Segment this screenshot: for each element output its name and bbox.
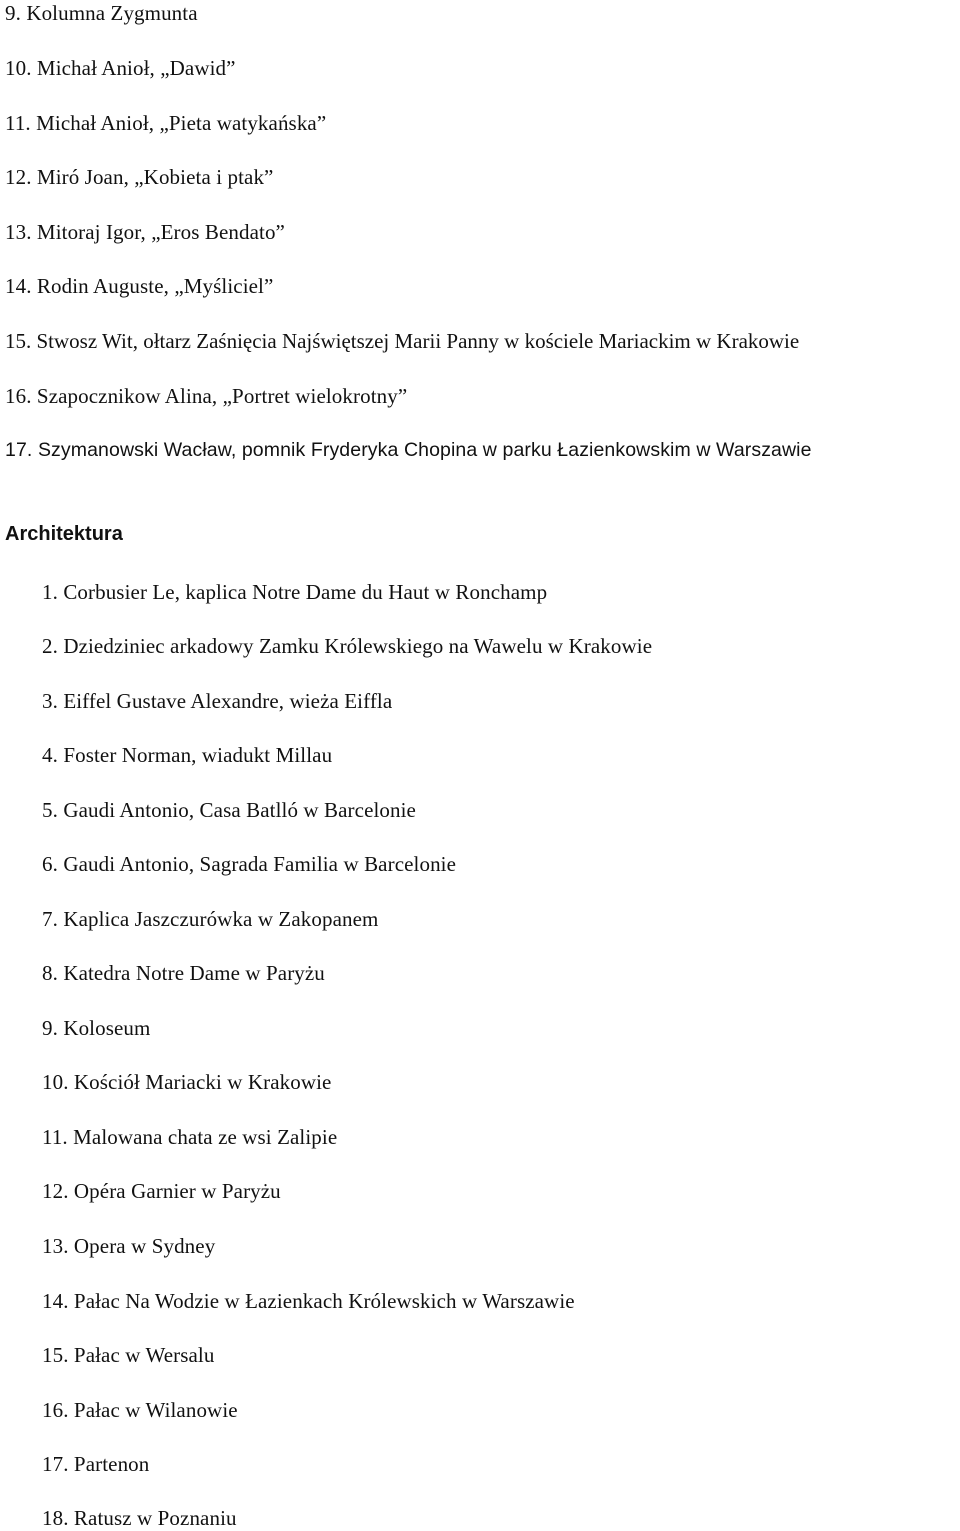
list-item-number: 9.: [5, 1, 21, 25]
list-item: [42, 906, 378, 932]
list-item: [5, 219, 285, 245]
list-item: [42, 742, 332, 768]
list-item: [42, 1342, 214, 1368]
list-item-text: Corbusier Le, kaplica Notre Dame du Haut w Ronchamp: [63, 580, 548, 604]
list-item: [42, 1015, 150, 1041]
list-item-number: 10.: [42, 1070, 69, 1094]
list-item-text: Opera w Sydney: [73, 1234, 216, 1258]
list-item: [42, 579, 547, 605]
list-item-number: 18.: [42, 1506, 69, 1530]
list-item-text: Koloseum: [63, 1016, 151, 1040]
list-item-number: 7.: [42, 907, 58, 931]
list-item-text: Dziedziniec arkadowy Zamku Królewskiego na Wawelu w Krakowie: [63, 634, 653, 658]
list-item: [5, 437, 812, 463]
list-item-number: 12.: [5, 165, 32, 189]
list-item-text: Gaudi Antonio, Casa Batlló w Barcelonie: [63, 798, 416, 822]
list-item-text: Michał Anioł, „Dawid”: [36, 56, 236, 80]
list-item: [5, 55, 236, 81]
list-item-number: 6.: [42, 852, 58, 876]
list-item-number: 13.: [42, 1234, 69, 1258]
section-heading-architektura: Architektura: [5, 523, 123, 545]
list-item-text: Michał Anioł, „Pieta watykańska”: [36, 111, 327, 135]
list-item-number: 2.: [42, 634, 58, 658]
list-item-text: Kościół Mariacki w Krakowie: [73, 1070, 332, 1094]
list-item-number: 17.: [5, 439, 33, 461]
list-item-text: Szapocznikow Alina, „Portret wielokrotny”: [36, 384, 408, 408]
list-item: [42, 1397, 238, 1423]
list-item-number: 11.: [42, 1125, 68, 1149]
list-item-text: Pałac w Wilanowie: [73, 1398, 238, 1422]
list-item: [42, 797, 416, 823]
list-item: [5, 383, 407, 409]
list-item: [5, 328, 799, 354]
list-item-text: Kolumna Zygmunta: [26, 1, 198, 25]
list-item: [5, 110, 326, 136]
list-item-text: Gaudi Antonio, Sagrada Familia w Barcelonie: [63, 852, 457, 876]
list-item: [5, 0, 198, 26]
list-item: [42, 688, 392, 714]
list-item-text: Foster Norman, wiadukt Millau: [63, 743, 333, 767]
list-item: [5, 273, 273, 299]
list-item-text: Kaplica Jaszczurówka w Zakopanem: [63, 907, 379, 931]
list-item: [42, 1069, 331, 1095]
list-item: [42, 1178, 281, 1204]
list-item-text: Eiffel Gustave Alexandre, wieża Eiffla: [63, 689, 393, 713]
list-item-number: 11.: [5, 111, 31, 135]
list-item-number: 8.: [42, 961, 58, 985]
list-item-number: 17.: [42, 1452, 69, 1476]
list-item-number: 14.: [42, 1289, 69, 1313]
list-item-number: 16.: [5, 384, 32, 408]
list-item-number: 1.: [42, 580, 58, 604]
list-item: [42, 1124, 337, 1150]
list-item-text: Stwosz Wit, ołtarz Zaśnięcia Najświętszej Marii Panny w kościele Mariackim w Krakowie: [36, 329, 800, 353]
list-item-text: Miró Joan, „Kobieta i ptak”: [36, 165, 274, 189]
list-item-number: 15.: [42, 1343, 69, 1367]
list-item: [42, 633, 652, 659]
list-item: [42, 851, 456, 877]
list-item-text: Malowana chata ze wsi Zalipie: [73, 1125, 338, 1149]
list-item: [42, 960, 325, 986]
list-item: [5, 164, 273, 190]
list-item-number: 16.: [42, 1398, 69, 1422]
list-item-text: Opéra Garnier w Paryżu: [73, 1179, 281, 1203]
list-item-text: Pałac w Wersalu: [73, 1343, 215, 1367]
list-item: [42, 1233, 215, 1259]
list-item-number: 9.: [42, 1016, 58, 1040]
list-item-text: Szymanowski Wacław, pomnik Fryderyka Chopina w parku Łazienkowskim w Warszawie: [37, 439, 812, 461]
list-item-number: 5.: [42, 798, 58, 822]
list-item-number: 15.: [5, 329, 32, 353]
list-item-text: Partenon: [73, 1452, 150, 1476]
list-item: [42, 1288, 575, 1314]
list-item-number: 14.: [5, 274, 32, 298]
list-item-text: Katedra Notre Dame w Paryżu: [63, 961, 325, 985]
list-item: [42, 1505, 237, 1531]
list-item-number: 3.: [42, 689, 58, 713]
list-item-text: Pałac Na Wodzie w Łazienkach Królewskich w Warszawie: [73, 1289, 575, 1313]
list-item-text: Rodin Auguste, „Myśliciel”: [36, 274, 274, 298]
list-item-number: 10.: [5, 56, 32, 80]
list-item-number: 13.: [5, 220, 32, 244]
list-item-number: 4.: [42, 743, 58, 767]
list-item-text: Mitoraj Igor, „Eros Bendato”: [36, 220, 285, 244]
list-item-number: 12.: [42, 1179, 69, 1203]
list-item-text: Ratusz w Poznaniu: [73, 1506, 237, 1530]
list-item: [42, 1451, 149, 1477]
